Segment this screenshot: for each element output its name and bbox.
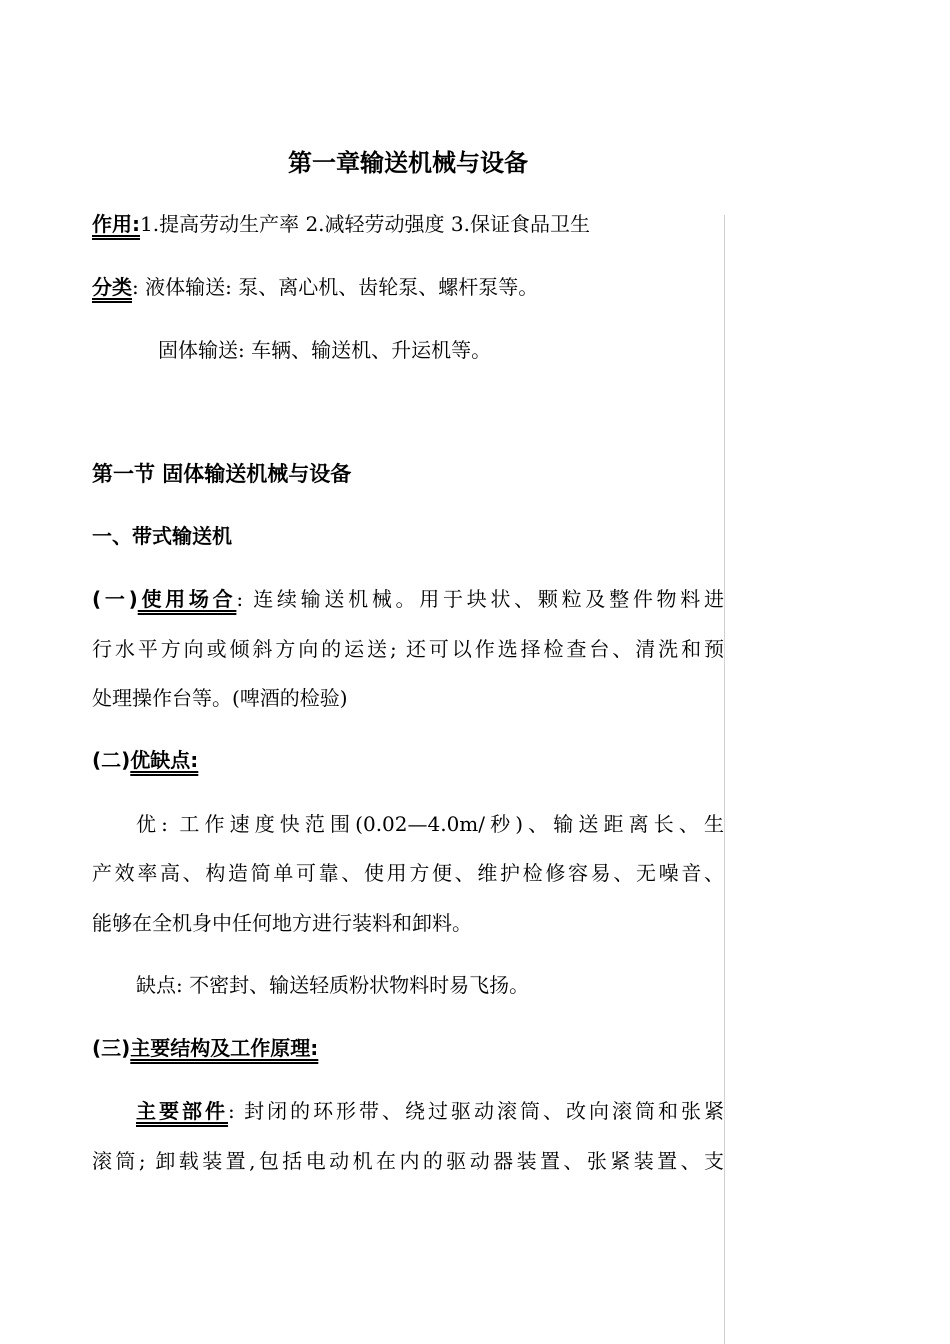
pros-cons-prefix: (二) (92, 748, 131, 772)
classification-liquid: : 液体输送: 泵、离心机、齿轮泵、螺杆泵等。 (132, 275, 539, 299)
subsection-title: 一、带式输送机 (92, 524, 232, 548)
purpose-line (92, 210, 724, 238)
usage-prefix: (一) (92, 587, 138, 611)
classification-label: 分类 (92, 275, 132, 299)
parts-line-1 (136, 1097, 724, 1125)
usage-label: 使用场合 (137, 587, 237, 611)
pros-line-3: 能够在全机身中任何地方进行装料和卸料。 (92, 911, 472, 935)
usage-line-2: 行水平方向或倾斜方向的运送; 还可以作选择检查台、清洗和预 (92, 637, 724, 661)
usage-text-1: : 连续输送机械。用于块状、颗粒及整件物料进 (236, 587, 724, 611)
pros-cons-heading (92, 746, 724, 774)
usage-line-1 (92, 585, 724, 613)
margin-rule (724, 215, 725, 1344)
parts-label: 主要部件 (136, 1099, 228, 1123)
pros-cons-label: 优缺点: (130, 748, 199, 772)
pros-line-2: 产效率高、构造简单可靠、使用方便、维护检修容易、无噪音、 (92, 861, 724, 885)
structure-label: 主要结构及工作原理: (130, 1036, 319, 1060)
classification-solid: 固体输送: 车辆、输送机、升运机等。 (158, 338, 492, 362)
pros-line-1: 优: 工作速度快范围(0.02—4.0m/秒)、输送距离长、生 (136, 812, 724, 836)
cons-line: 缺点: 不密封、输送轻质粉状物料时易飞扬。 (136, 973, 530, 997)
structure-prefix: (三) (92, 1036, 131, 1060)
purpose-text: 1.提高劳动生产率 2.减轻劳动强度 3.保证食品卫生 (140, 212, 590, 236)
classification-line (92, 273, 724, 301)
chapter-title: 第一章输送机械与设备 (288, 149, 528, 177)
parts-text-1: : 封闭的环形带、绕过驱动滚筒、改向滚筒和张紧 (227, 1099, 724, 1123)
structure-heading (92, 1034, 724, 1062)
parts-line-2: 滚筒; 卸载装置,包括电动机在内的驱动器装置、张紧装置、支 (92, 1149, 724, 1173)
purpose-label: 作用: (92, 212, 140, 236)
usage-line-3: 处理操作台等。(啤酒的检验) (92, 686, 348, 710)
section-title: 第一节 固体输送机械与设备 (92, 462, 352, 486)
